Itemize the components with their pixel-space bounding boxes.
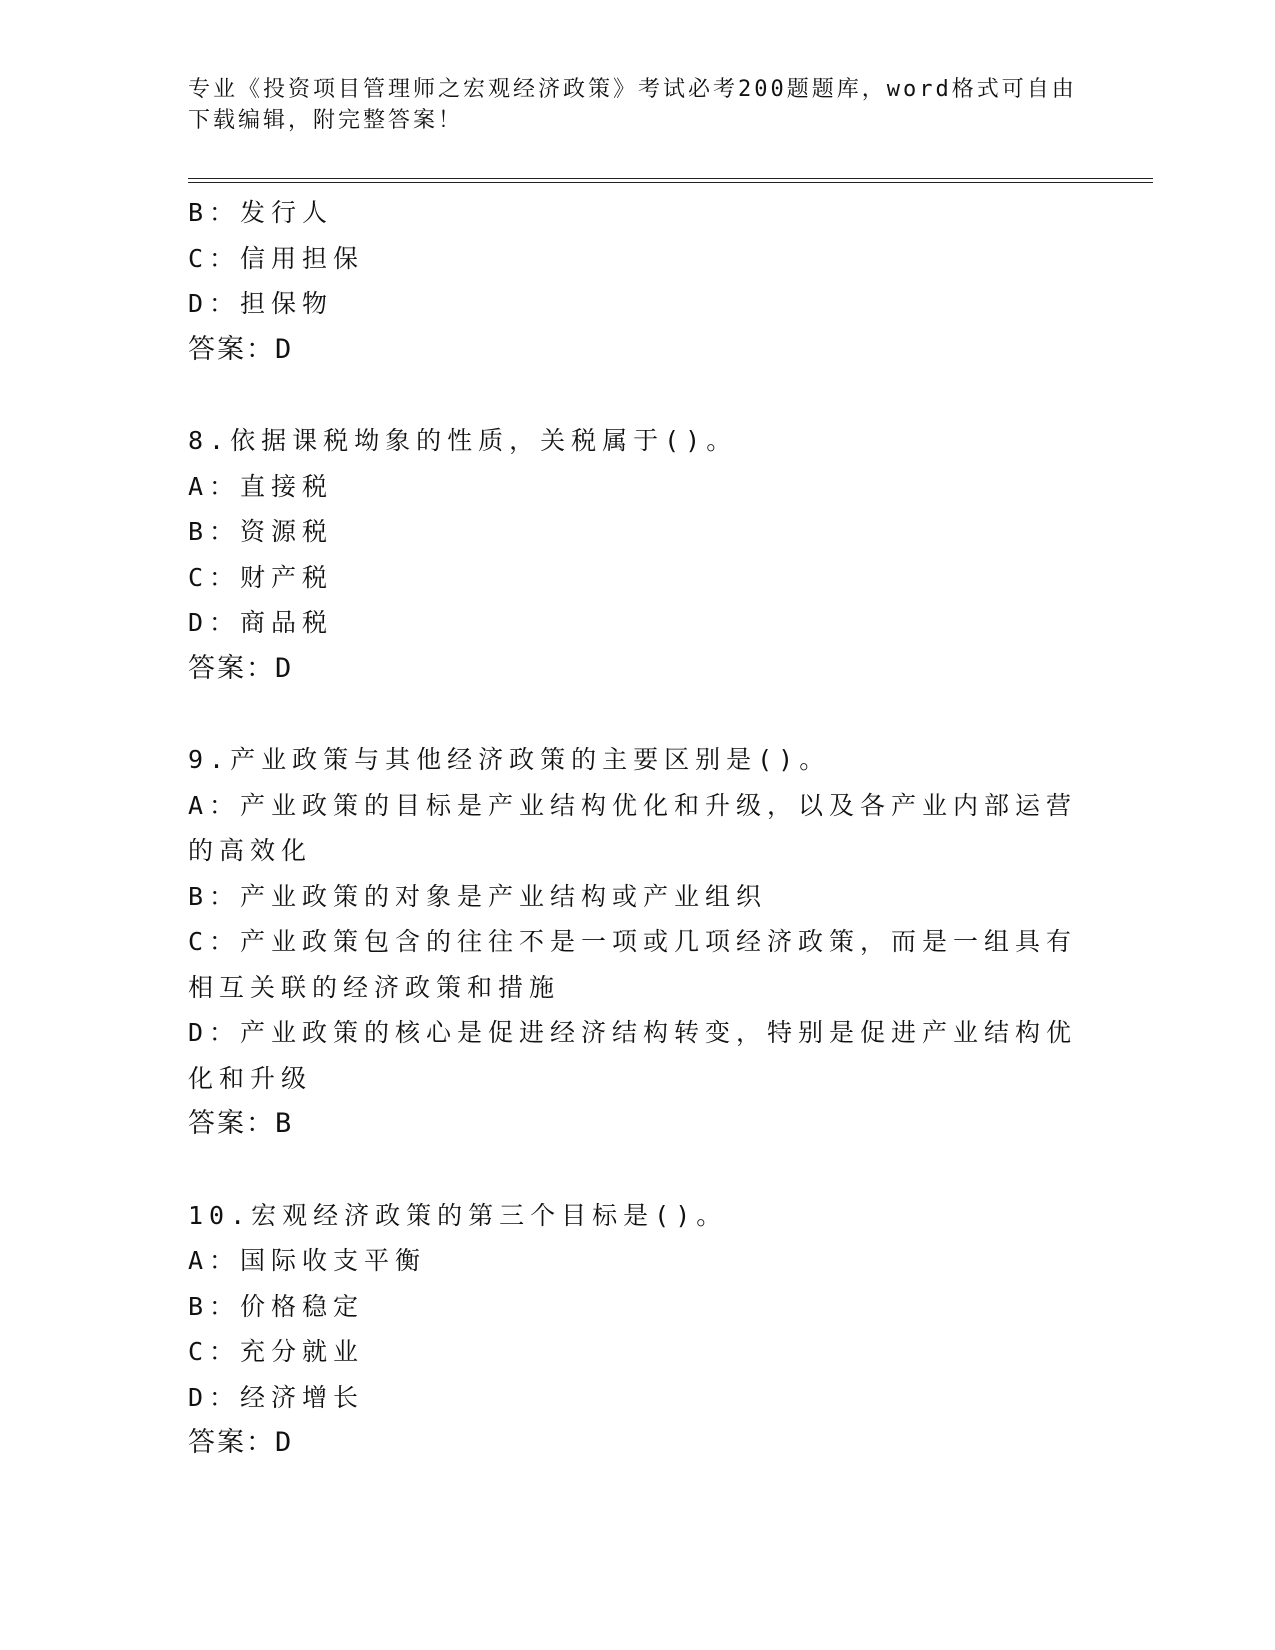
document-header: 专业《投资项目管理师之宏观经济政策》考试必考200题题库，word格式可自由下载编辑，附完整答案！: [188, 77, 1077, 133]
option-c: C：信用担保: [188, 243, 365, 273]
option-a: A：产业政策的目标是产业结构优化和升级，以及各产业内部运营的高效化: [188, 790, 1078, 865]
option-d: D：产业政策的核心是促进经济结构转变，特别是促进产业结构优化和升级: [188, 1018, 1078, 1093]
spacer: [188, 691, 1078, 737]
option-b: B：资源税: [188, 517, 334, 546]
answer-label: 答案：B: [188, 1108, 294, 1139]
question-stem: 8.依据课税坳象的性质，关税属于()。: [188, 426, 738, 455]
question-stem: 10.宏观经济政策的第三个目标是()。: [188, 1200, 728, 1230]
spacer: [188, 372, 1078, 418]
header-divider-top: [188, 178, 1153, 179]
answer-label: 答案：D: [188, 652, 294, 684]
option-a: A：国际收支平衡: [188, 1246, 427, 1275]
option-b: B：价格稳定: [188, 1291, 365, 1321]
spacer: [188, 1147, 1078, 1193]
question-block-10: [188, 1193, 1078, 1466]
answer-label: 答案：D: [188, 333, 294, 365]
option-d: D：商品税: [188, 608, 334, 637]
option-d: D：担保物: [188, 289, 334, 318]
option-b: B：产业政策的对象是产业结构或产业组织: [188, 881, 768, 911]
answer-label: 答案：D: [188, 1427, 294, 1458]
question-block-9: [188, 737, 1078, 1147]
option-b: B：发行人: [188, 198, 334, 227]
question-list: [188, 190, 1078, 1466]
option-d: D：经济增长: [188, 1382, 365, 1412]
option-c: C：充分就业: [188, 1337, 365, 1366]
question-stem: 9.产业政策与其他经济政策的主要区别是()。: [188, 745, 831, 774]
question-block-8: [188, 418, 1078, 691]
option-c: C：财产税: [188, 562, 334, 592]
question-block-7: [188, 190, 1078, 372]
option-c: C：产业政策包含的往往不是一项或几项经济政策，而是一组具有相互关联的经济政策和措施: [188, 927, 1078, 1002]
header-divider-bottom: [188, 182, 1153, 183]
option-a: A：直接税: [188, 471, 334, 501]
